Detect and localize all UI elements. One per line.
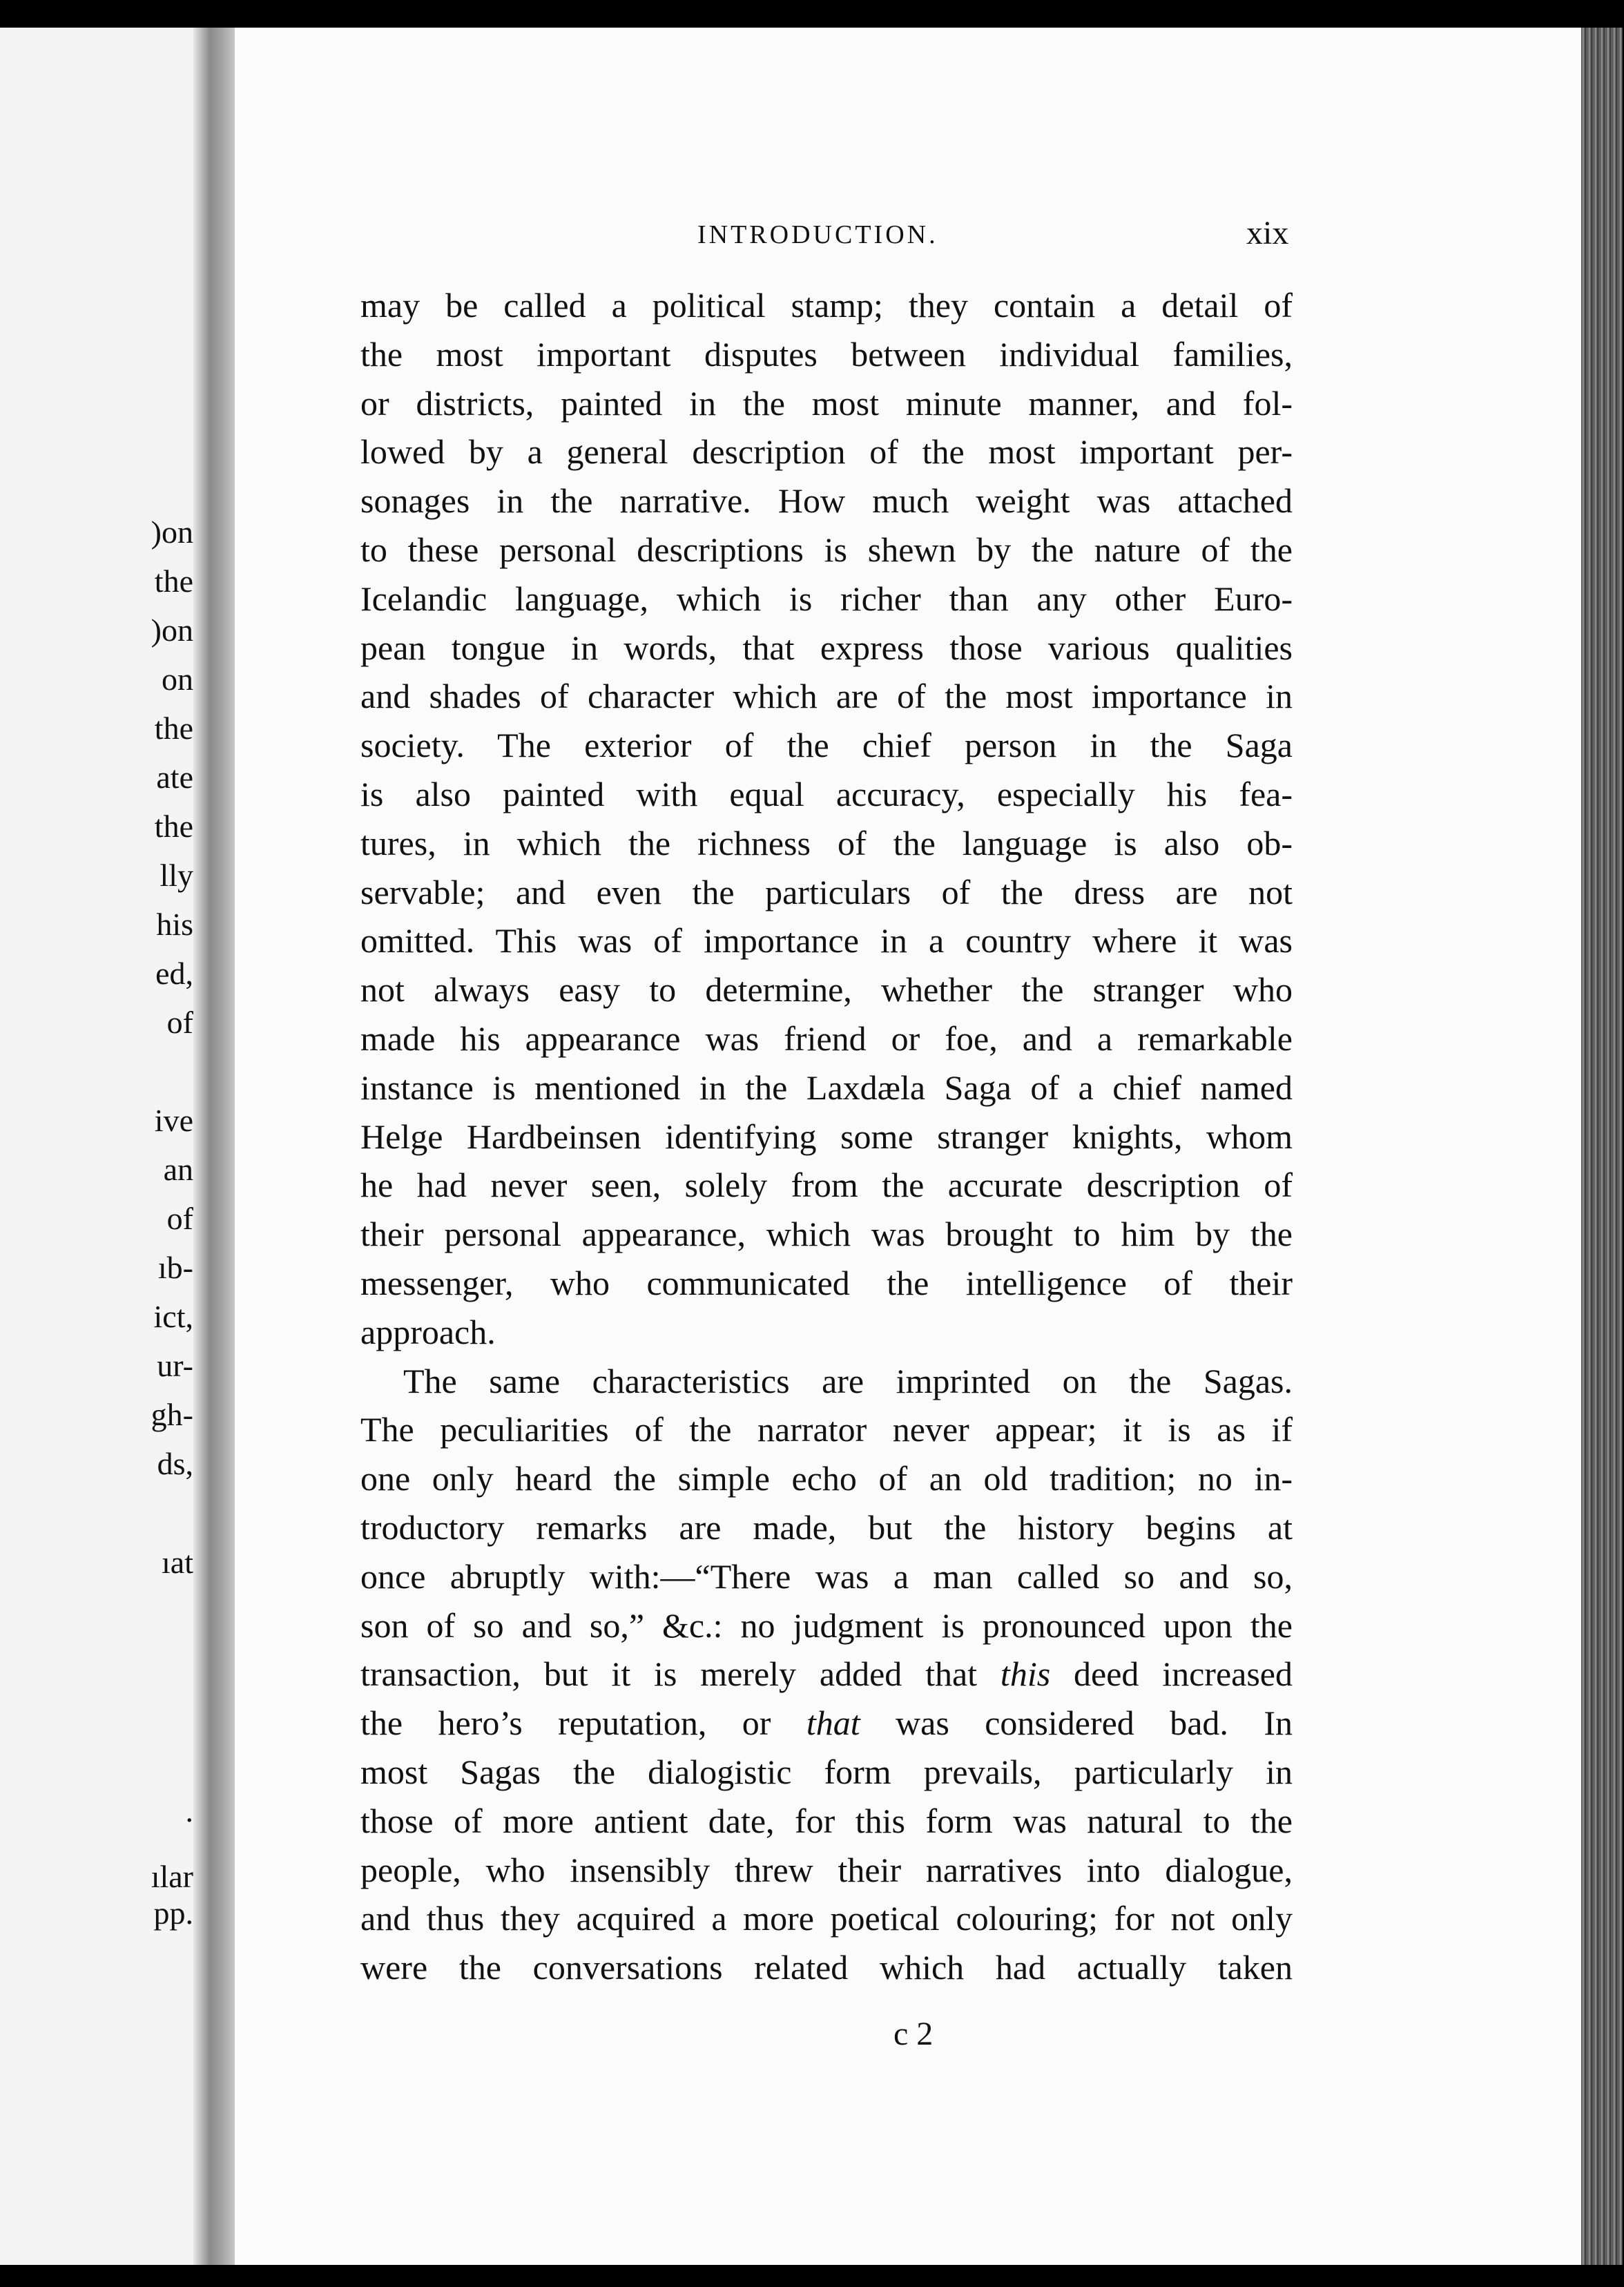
text-line: lowed by a general description of the most important per- [360, 432, 1293, 472]
text-line: son of so and so,” &c.: no judgment is pronounced upon the [360, 1605, 1293, 1645]
body-text [360, 281, 1293, 1992]
text-line: messenger, who communicated the intelligence of their [360, 1263, 1293, 1302]
text-line: instance is mentioned in the Laxdæla Saga of a chief named [360, 1068, 1293, 1107]
text-run: was considered bad. In [860, 1704, 1293, 1743]
running-head: INTRODUCTION. [697, 220, 938, 249]
text-line: people, who insensibly threw their narratives into dialogue, [360, 1850, 1293, 1889]
text-line: troductory remarks are made, but the history begins at [360, 1507, 1293, 1547]
left-page-fragment: ds, [157, 1446, 193, 1481]
text-line: sonages in the narrative. How much weight was attached [360, 481, 1293, 521]
italic-emphasis: this [1000, 1654, 1051, 1694]
text-line: tures, in which the richness of the language is also ob- [360, 823, 1293, 862]
left-page-fragment: ate [156, 760, 193, 795]
text-line [360, 1699, 1293, 1748]
text-line: servable; and even the particulars of the dress are not [360, 872, 1293, 911]
text-line: Helge Hardbeinsen identifying some stranger knights, whom [360, 1117, 1293, 1156]
left-page-fragment: ıb- [157, 1250, 193, 1285]
text-line: made his appearance was friend or foe, and a remarkable [360, 1019, 1293, 1058]
left-page-fragment: )on [151, 612, 193, 648]
page-number: xix [1246, 215, 1289, 251]
left-page-fragment: the [154, 809, 193, 844]
text-line: once abruptly with:—“There was a man called so and so, [360, 1556, 1293, 1596]
text-line: The same characteristics are imprinted on the Sagas. [403, 1361, 1293, 1400]
left-page-fragment: of [166, 1201, 193, 1236]
text-line: to these personal descriptions is shewn by the nature of the [360, 530, 1293, 569]
left-page-fragment: )on [151, 514, 193, 550]
left-page-fragment: on [162, 662, 193, 697]
text-line: society. The exterior of the chief person in the Saga [360, 726, 1293, 765]
text-line [360, 1650, 1293, 1699]
text-line: or districts, painted in the most minute manner, and fol- [360, 383, 1293, 423]
left-page-fragment: gh- [151, 1397, 193, 1432]
left-page-fragment: lly [160, 858, 193, 893]
left-page-fragment: ılar [151, 1859, 193, 1894]
text-line: not always easy to determine, whether the stranger who [360, 970, 1293, 1010]
left-page-fragment: ive [154, 1103, 193, 1138]
text-line: approach. [360, 1312, 496, 1351]
left-page-fragment: of [166, 1005, 193, 1040]
left-page-fragment: the [154, 563, 193, 599]
left-page-fragment: ed, [155, 956, 193, 991]
text-line: and thus they acquired a more poetical colouring; for not only [360, 1899, 1293, 1938]
text-line: Icelandic language, which is richer than any other Euro- [360, 579, 1293, 618]
left-page [0, 28, 207, 2265]
text-line: may be called a political stamp; they contain a detail of [360, 286, 1293, 325]
text-line: their personal appearance, which was brought to him by the [360, 1215, 1293, 1254]
left-page-fragment: ur- [157, 1348, 193, 1383]
text-line: the most important disputes between individual families, [360, 334, 1293, 374]
text-line: one only heard the simple echo of an old tradition; no in- [360, 1459, 1293, 1498]
text-line: omitted. This was of importance in a country where it was [360, 921, 1293, 961]
text-line: were the conversations related which had actually taken [360, 1948, 1293, 1987]
text-line: those of more antient date, for this form was natural to the [360, 1801, 1293, 1840]
page-fore-edge [1581, 28, 1623, 2265]
left-page-fragment: his [156, 907, 193, 942]
text-line: he had never seen, solely from the accurate description of [360, 1166, 1293, 1205]
left-page-fragment: ict, [153, 1299, 193, 1334]
left-page-fragment: . [185, 1793, 193, 1828]
text-run: deed increased [1050, 1654, 1293, 1694]
left-page-fragment: the [154, 711, 193, 746]
text-line: and shades of character which are of the most importance in [360, 677, 1293, 716]
text-line: most Sagas the dialogistic form prevails, particularly in [360, 1752, 1293, 1791]
signature-mark: c 2 [893, 2016, 934, 2052]
italic-emphasis: that [806, 1704, 860, 1743]
text-line: The peculiarities of the narrator never appear; it is as if [360, 1410, 1293, 1449]
text-run: transaction, but it is merely added that [360, 1654, 1000, 1694]
text-run: the hero’s reputation, or [360, 1704, 806, 1743]
left-page-fragment: ıat [162, 1545, 193, 1580]
left-page-fragment: an [163, 1152, 193, 1187]
text-line: pean tongue in words, that express those various qualities [360, 628, 1293, 667]
text-line: is also painted with equal accuracy, especially his fea- [360, 774, 1293, 813]
left-page-fragment: pp. [153, 1895, 193, 1931]
